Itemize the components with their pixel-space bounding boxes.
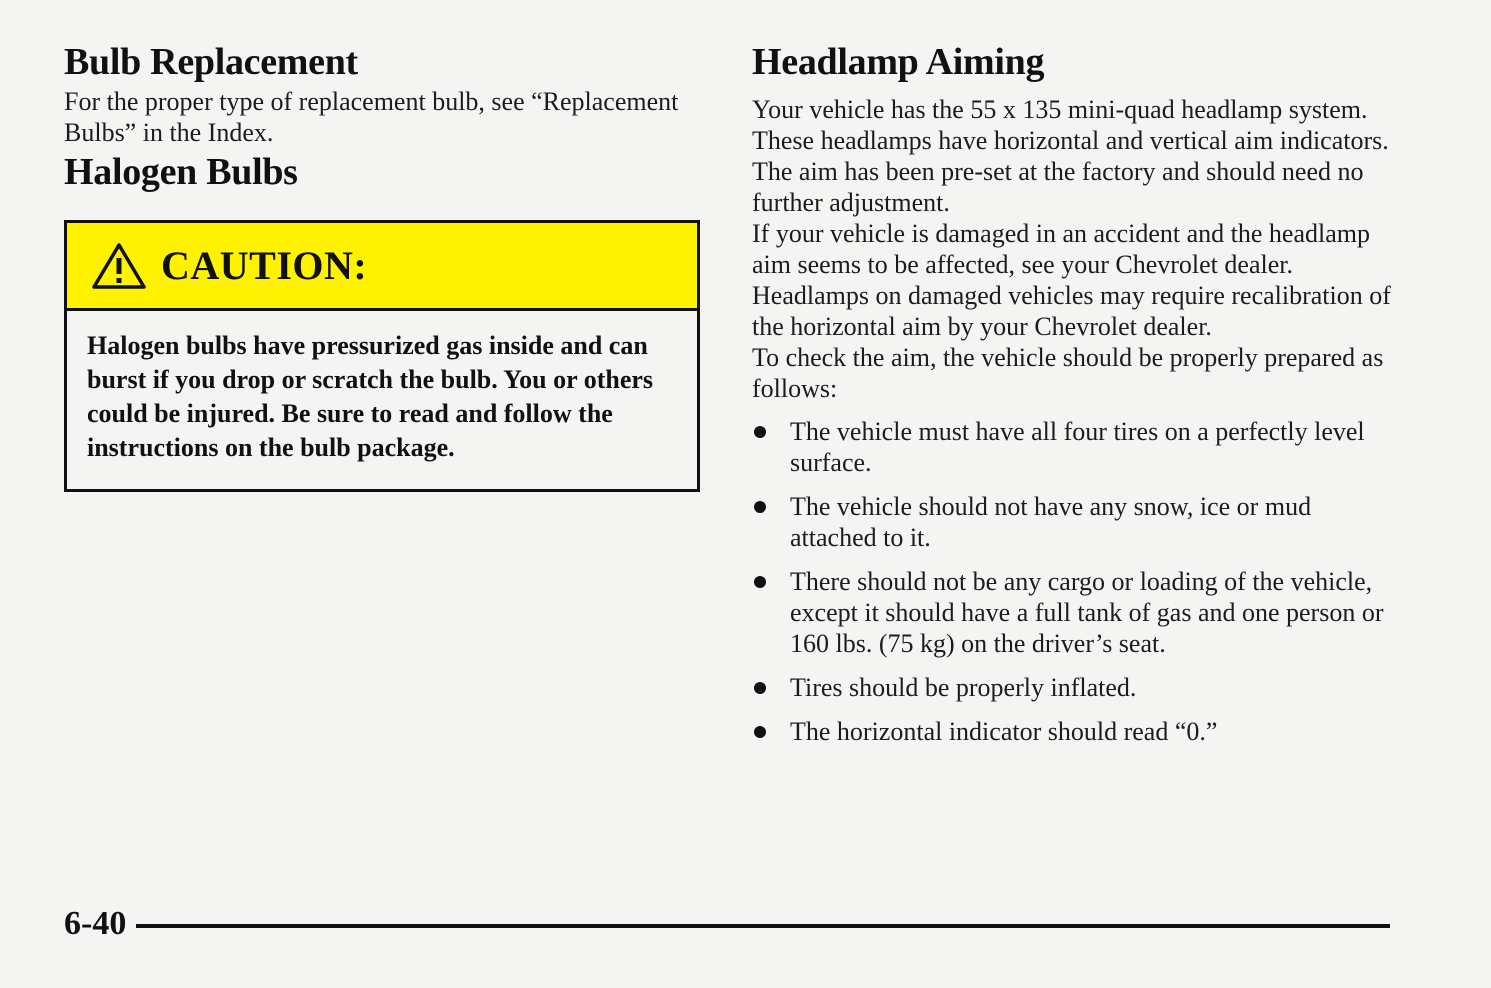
headlamp-paragraph-1: Your vehicle has the 55 x 135 mini-quad headlamp system. These headlamps have horizontal and vertical aim indicators. The aim has been pre-set at the factory and should need no further adjustment. [752, 95, 1389, 217]
list-item [752, 491, 1392, 553]
bullet-icon [754, 501, 766, 513]
list-item-text: The horizontal indicator should read “0.” [790, 717, 1218, 746]
list-item [752, 672, 1392, 703]
caution-label: CAUTION: [161, 243, 368, 288]
bullet-icon [754, 576, 766, 588]
list-item [752, 716, 1392, 747]
list-item [752, 416, 1392, 478]
caution-box [64, 220, 700, 492]
footer-rule [136, 924, 1390, 928]
page-number: 6-40 [64, 905, 127, 942]
bulb-replacement-heading: Bulb Replacement [64, 41, 358, 83]
halogen-bulbs-heading: Halogen Bulbs [64, 151, 298, 193]
caution-text: Halogen bulbs have pressurized gas inside and can burst if you drop or scratch the bulb. You or others could be injured. Be sure to read and follow the instructions on the bulb package. [87, 331, 654, 462]
left-column [64, 38, 706, 492]
caution-header [67, 223, 697, 311]
bullet-icon [754, 682, 766, 694]
list-item-text: The vehicle must have all four tires on a perfectly level surface. [790, 417, 1365, 477]
preparation-list [752, 416, 1392, 747]
bullet-icon [754, 726, 766, 738]
list-item-text: Tires should be properly inflated. [790, 673, 1137, 702]
headlamp-aiming-heading: Headlamp Aiming [752, 41, 1045, 83]
headlamp-paragraph-3: To check the aim, the vehicle should be properly prepared as follows: [752, 343, 1384, 403]
page-footer [64, 902, 1390, 946]
list-item-text: The vehicle should not have any snow, ice or mud attached to it. [790, 492, 1312, 552]
warning-triangle-icon [91, 242, 147, 290]
bullet-icon [754, 426, 766, 438]
headlamp-paragraph-2: If your vehicle is damaged in an accident and the headlamp aim seems to be affected, see your Chevrolet dealer. Headlamps on damaged vehicles may require recalibration of the horizontal aim by your Chevrolet dealer. [752, 219, 1391, 341]
list-item [752, 566, 1392, 659]
list-item-text: There should not be any cargo or loading of the vehicle, except it should have a full tank of gas and one person or 160 lbs. (75 kg) on the driver’s seat. [790, 567, 1384, 658]
right-column [752, 38, 1392, 760]
bulb-replacement-text: For the proper type of replacement bulb, see “Replacement Bulbs” in the Index. [64, 87, 679, 147]
